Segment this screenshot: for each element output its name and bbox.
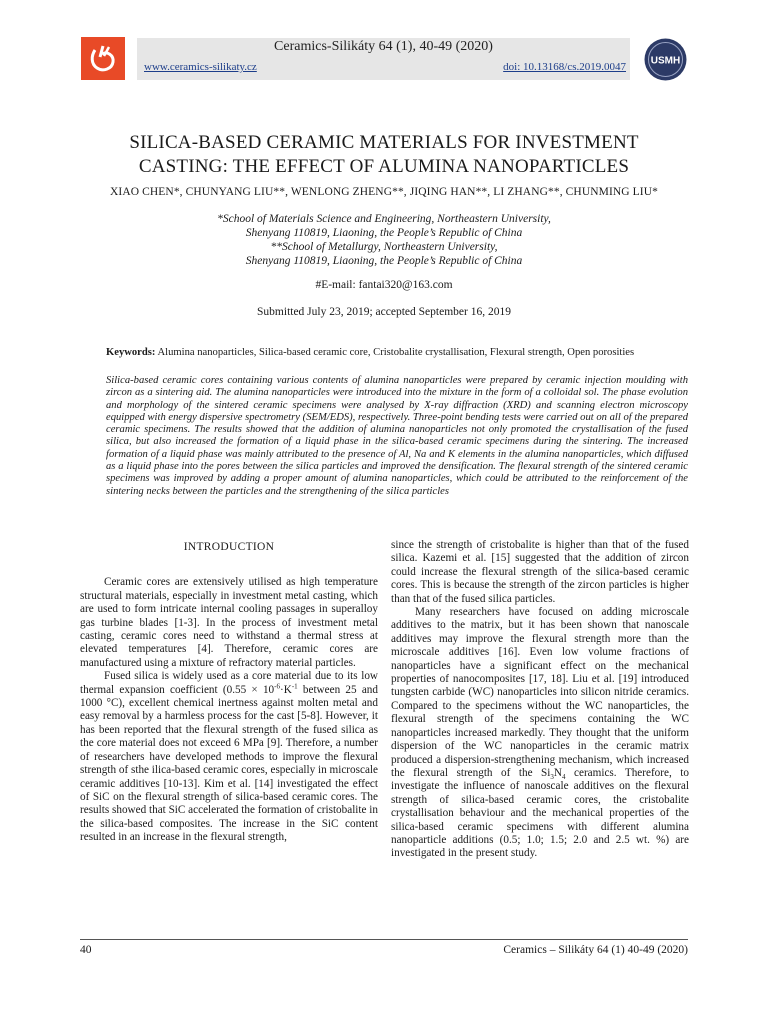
left-column — [80, 539, 378, 845]
text-run: ·K — [280, 683, 292, 696]
keywords — [106, 347, 690, 358]
email-label: #E-mail: — [315, 279, 356, 291]
text-run: Fused silica is widely used as a core material due to its low thermal expansion coefficient (0.55 × 10 — [80, 670, 378, 696]
text-run: N — [553, 766, 562, 779]
seal-text: USMH — [650, 55, 681, 67]
submission-dates: Submitted July 23, 2019; accepted September 16, 2019 — [257, 306, 511, 318]
journal-citation: Ceramics-Silikáty 64 (1), 40-49 (2020) — [274, 39, 493, 54]
superscript: -1 — [291, 681, 298, 690]
text-run: ceramics. Therefore, to investigate the influence of nanoscale additives on the flexural strength of silica-based ceramic cores, the cristobalite crystallisation behaviour and the mechanical properties of the silica-based ceramic specimens with different alumina nanoparticle additions (0.5; 1.0; 1.5; 2.0 and 2.5 wt. %) are investigated in the present study. — [391, 766, 689, 860]
email-address[interactable]: fantai320@163.com — [358, 279, 453, 291]
body-paragraph: since the strength of cristobalite is higher than that of the fused silica. Kazemi et al. [15] suggested that the addition of zircon could increase the flexural strength of the silica-based ceramic cores. This is because the strength of the zircon particles is higher than that of the fused silica particles. — [391, 539, 689, 605]
affiliation-line: *School of Materials Science and Engineering, Northeastern University, — [217, 213, 551, 225]
footer-rule — [80, 939, 688, 940]
affiliation-line: Shenyang 110819, Liaoning, the People’s Republic of China — [245, 255, 523, 267]
body-paragraph: Ceramic cores are extensively utilised as high temperature structural materials, especially in investment metal casting, which are used to form intricate internal cooling passages in superalloy gas turbine blades [1-3]. In the process of investment metal casting, ceramic cores need to withstand a thermal stress at elevated temperatures [4]. Therefore, ceramic cores are manufactured using a mixture of refractory material particles. — [80, 576, 378, 669]
footer-journal-citation: Ceramics – Silikáty 64 (1) 40-49 (2020) — [503, 944, 688, 956]
body-paragraph — [391, 606, 689, 861]
page-number: 40 — [80, 944, 92, 956]
contact-email — [120, 279, 648, 291]
title-line-1: SILICA-BASED CERAMIC MATERIALS FOR INVESTMENT — [129, 132, 639, 153]
affiliation-line: Shenyang 110819, Liaoning, the People’s Republic of China — [245, 227, 523, 239]
section-heading-introduction: INTRODUCTION — [183, 541, 275, 553]
subscript: 4 — [562, 773, 566, 782]
author-list: XIAO CHEN*, CHUNYANG LIU**, WENLONG ZHENG**, JIQING HAN**, LI ZHANG**, CHUNMING LIU* — [110, 186, 658, 198]
society-seal-icon — [644, 38, 687, 81]
keywords-label: Keywords: — [106, 347, 156, 358]
title-line-2: CASTING: THE EFFECT OF ALUMINA NANOPARTICLES — [138, 156, 630, 177]
society-seal — [644, 38, 687, 81]
superscript: -6 — [274, 681, 280, 690]
text-run: Many researchers have focused on adding microscale additives to the matrix, but it has been shown that nanoscale additives may improve the flexural strength more than the microscale additives [16]. Even low volume fractions of nanoparticles have a significant effect on the mechanical properties of nanocomposites [17, 18]. Liu et al. [19] introduced tungsten carbide (WC) nanoparticles into silicon nitride ceramics. Compared to the specimens without the WC nanoparticles, the flexural strength of the specimens containing the WC nanoparticles increased markedly. They thought that the uniform dispersion of the WC nanoparticles in the ceramic matrix produced a dispersion-strengthening mechanism, which increased the flexural strength of the Si — [391, 606, 689, 779]
affiliation-line: **School of Metallurgy, Northeastern University, — [270, 241, 498, 253]
abstract: Silica-based ceramic cores containing various contents of alumina nanoparticles were prepared by ceramic injection moulding with zircon as a sintering aid. The alumina nanoparticles were introduced into the mixture in the form of a colloidal sol. The phase evolution and morphology of the sintered ceramic specimens were analysed by X-ray diffraction (XRD) and scanning electron microscopy equipped with energy dispersive spectrometry (SEM/EDS), respectively. Three-point bending tests were carried out on all of the prepared ceramic specimens. The results showed that the addition of alumina nanoparticles not only promoted the crystallisation of the fused silica, but also increased the formation of a liquid phase in the silica-based ceramic specimens during the sintering. The increased formation of a liquid phase was mainly attributed to the presence of Al, Na and K elements in the alumina nanoparticles, which diffused as a liquid phase into the pores between the silica particles and improved the densification. The flexural strength of the sintered ceramic specimens was improved by adding a proper amount of alumina nanoparticles, which could be attributed to the reinforcement of the sintering necks between the particles and the strengthening of the silica particles — [106, 375, 688, 497]
text-run: between 25 and 1000 °C), excellent chemical inertness against molten metal and easy removal by a harmless process for the cast [5-8]. However, it has been reported that the flexural strength of the fused silica as the core material does not exceed 6 MPa [9]. Therefore, a number of researchers have developed methods to improve the flexural strength of sthe ilica-based ceramic cores, especially in microscale ceramic additives [10-13]. Kim et al. [14] investigated the effect of SiC on the flexural strength of silica-based ceramic cores. The results showed that SiC accelerated the formation of cristobalite in the silica-based composites. The increase in the SiC content resulted in an increase in the flexural strength, — [80, 683, 378, 844]
doi-link[interactable]: doi: 10.13168/cs.2019.0047 — [503, 61, 626, 73]
body-paragraph — [80, 670, 378, 844]
journal-logo-icon — [81, 37, 125, 80]
subscript: 3 — [550, 773, 554, 782]
paper-title — [90, 131, 678, 179]
right-column — [391, 539, 689, 861]
journal-logo — [81, 37, 125, 80]
keywords-text: Alumina nanoparticles, Silica-based ceramic core, Cristobalite crystallisation, Flexural strength, Open porosities — [157, 347, 635, 358]
journal-website-link[interactable]: www.ceramics-silikaty.cz — [144, 61, 257, 73]
affiliations — [120, 212, 648, 268]
